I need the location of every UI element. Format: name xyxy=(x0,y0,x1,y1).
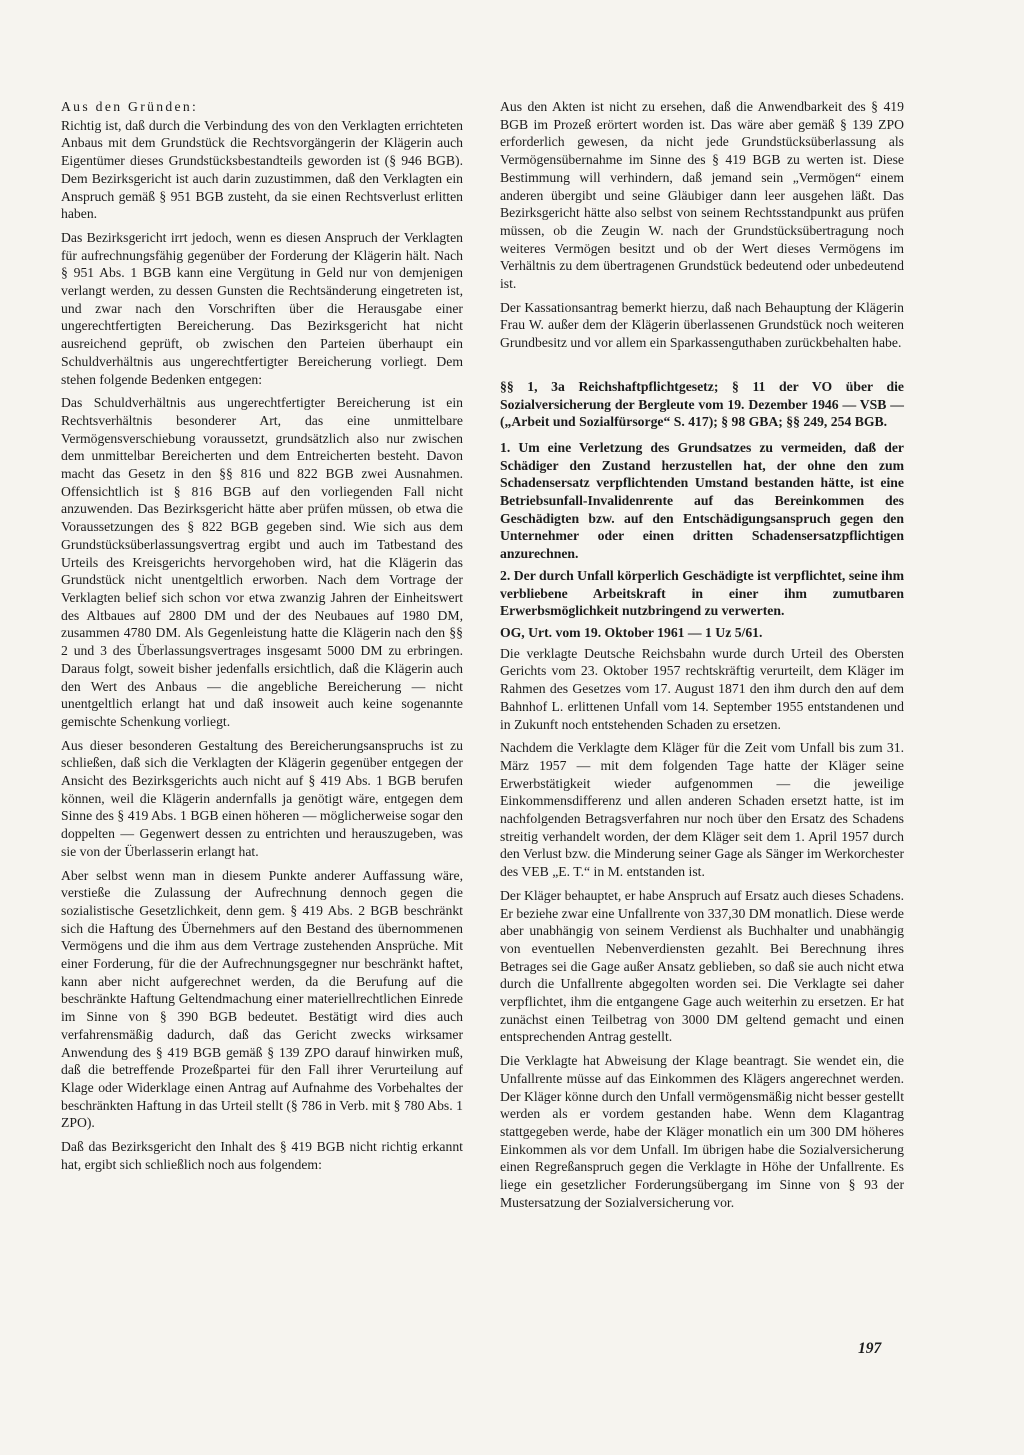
paragraph: Richtig ist, daß durch die Verbindung des von den Verklagten errichteten Anbaus mit dem Grundstück die Rechtsvorgängerin der Klägerin auch Eigentümer dieses Grundstücksbestandteils geworden ist (§ 946 BGB). Dem Bezirksgericht ist auch darin zuzustimmen, daß den Verklagten ein Anspruch gemäß § 951 BGB zusteht, da sie einen Rechtsverlust erlitten haben. xyxy=(61,117,463,222)
paragraph: Die Verklagte hat Abweisung der Klage beantragt. Sie wendet ein, die Unfallrente müsse auf das Einkommen des Klägers angerechnet werden. Der Kläger könne durch den Unfall vermögensmäßig nicht besser gestellt werden als er vordem gestanden habe. Wenn dem Klagantrag stattgegeben werde, habe der Kläger monatlich ein um 300 DM höheres Einkommen als vor dem Unfall. Im übrigen habe die Sozialversicherung einen Regreßanspruch gegen die Verklagte in Höhe der Unfallrente. Es liege ein gesetzlicher Forderungsübergang im Sinne von § 93 der Mustersatzung der Sozialversicherung vor. xyxy=(500,1053,904,1210)
paragraph: Der Kassationsantrag bemerkt hierzu, daß nach Behauptung der Klägerin Frau W. außer dem der Klägerin überlassenen Grundstück noch weiteren Grundbesitz und vor allem ein Sparkassenguthaben zurückbehalten habe. xyxy=(500,299,904,351)
headnote-1: 1. Um eine Verletzung des Grundsatzes zu vermeiden, daß der Schädiger den Zustand herzustellen hat, der ohne den zum Schadensersatz verpflichtenden Umstand bestanden hätte, ist eine Betriebsunfall-Invalidenrente auf das Bereinkommen des Geschädigten bzw. auf den Entschädigungsanspruch gegen den Unternehmer oder einen dritten Schadensersatzpflichtigen anzurechnen. xyxy=(500,439,904,562)
paragraph: Aus dieser besonderen Gestaltung des Bereicherungsanspruchs ist zu schließen, daß sich die Verklagten der Klägerin gegenüber entgegen der Ansicht des Bezirksgerichts auch nicht auf § 419 Abs. 1 BGB berufen können, weil die Klägerin andernfalls ja genötigt wäre, entgegen dem Sinne des § 419 Abs. 1 BGB einen höheren — möglicherweise sogar den doppelten — Gegenwert dessen zu entrichten und herauszugeben, was sie von der Überlasserin erlangt hat. xyxy=(61,737,463,859)
paragraph: Die verklagte Deutsche Reichsbahn wurde durch Urteil des Obersten Gerichts vom 23. Oktober 1957 rechtskräftig verurteilt, dem Kläger im Rahmen des Gesetzes vom 17. August 1871 den ihm durch den auf dem Bahnhof L. erlittenen Unfall vom 14. September 1955 entstandenen und in Zukunft noch entstehenden Schaden zu ersetzen. xyxy=(500,645,904,732)
left-column xyxy=(61,98,463,1179)
paragraph: Der Kläger behauptet, er habe Anspruch auf Ersatz auch dieses Schadens. Er beziehe zwar eine Unfallrente von 337,30 DM monatlich. Diese werde aber unabhängig von seinem Verdienst als Buchhalter und unabhängig von eventuellen Nebenverdiensten gezahlt. Bei Berechnung ihres Betrages sei die Gage außer Ansatz geblieben, so daß sie auch nicht etwa durch die Unfallrente abgegolten worden sei. Die Verklagte sei daher verpflichtet, ihm die entgangene Gage auch weiterhin zu ersetzen. Er hat zunächst einen Teilbetrag von 3000 DM geltend gemacht und einen entsprechenden Antrag gestellt. xyxy=(500,887,904,1045)
paragraph: Das Schuldverhältnis aus ungerechtfertigter Bereicherung ist ein Rechtsverhältnis besonderer Art, das eine unmittelbare Vermögensverschiebung voraussetzt, grundsätzlich also nur zwischen dem unmittelbar Bereicherten und dem Entreicherten besteht. Davon macht das Gesetz in den §§ 816 und 822 BGB zwei Ausnahmen. Offensichtlich ist § 816 BGB auf den vorliegenden Fall nicht anzuwenden. Das Bezirksgericht hätte aber prüfen müssen, ob etwa die Voraussetzungen des § 822 BGB gegeben sind. Wie sich aus dem Grundstücksüberlassungsvertrag ergibt und auch im Tatbestand des Urteils des Kreisgerichts hervorgehoben wird, hat die Klägerin das Grundstück nicht unentgeltlich erworben. Nach dem Vortrage der Verklagten belief sich schon vor etwa zwanzig Jahren der Einheitswert des Altbaues auf 2800 DM und der des Neubaues auf 1980 DM, zusammen 4780 DM. Als Gegenleistung hatte die Klägerin nach den §§ 2 und 3 des Überlassungsvertrages insgesamt 5000 DM zu erbringen. Daraus folgt, soweit bisher jedenfalls ersichtlich, daß die Klägerin auch den Wert des Anbaus — die angebliche Bereicherung — nicht unentgeltlich erlangt hat und daß insoweit auch keine sogenannte gemischte Schenkung vorliegt. xyxy=(61,395,463,729)
paragraph: Aber selbst wenn man in diesem Punkte anderer Auffassung wäre, verstieße die Zulassung der Aufrechnung dennoch gegen die sozialistische Gesetzlichkeit, denn gem. § 419 Abs. 2 BGB beschränkt sich die Haftung des Übernehmers auf den Bestand des übernommenen Vermögens und die ihm aus dem Vertrage zustehenden Ansprüche. Mit einer Forderung, für die der Aufrechnungsgegner nur beschränkt haftet, kann aber nicht aufgerechnet werden, da die Berufung auf die beschränkte Haftung Geltendmachung einer materiellrechtlichen Einrede im Sinne von § 390 BGB bedeutet. Bestätigt wird dies auch verfahrensmäßig dadurch, daß das Gericht zwecks wirksamer Anwendung des § 419 BGB gemäß § 139 ZPO darauf hinwirken muß, daß die betreffende Prozeßpartei für den Fall ihrer Verurteilung auf Klage oder Widerklage einen Antrag auf Aufnahme des Vorbehaltes der beschränkten Haftung in das Urteil stellt (§ 786 in Verb. mit § 780 Abs. 1 ZPO). xyxy=(61,867,463,1131)
paragraph: Das Bezirksgericht irrt jedoch, wenn es diesen Anspruch der Verklagten für aufrechnungsfähig gegenüber der Forderung der Klägerin hält. Nach § 951 Abs. 1 BGB kann eine Vergütung in Geld nur von demjenigen verlangt werden, zu dessen Gunsten die Rechtsänderung eingetreten ist, und zwar nach den Vorschriften über die Herausgabe einer ungerechtfertigten Bereicherung. Das Bezirksgericht hat nicht ausreichend geprüft, ob zwischen den Parteien überhaupt ein Schuldverhältnis aus ungerechtfertigter Bereicherung vorliegt. Dem stehen folgende Bedenken entgegen: xyxy=(61,229,463,387)
section-heading: Aus den Gründen: xyxy=(61,99,199,114)
right-column xyxy=(500,98,904,1217)
case-reference: OG, Urt. vom 19. Oktober 1961 — 1 Uz 5/61. xyxy=(500,624,763,640)
paragraph: Aus den Akten ist nicht zu ersehen, daß die Anwendbarkeit des § 419 BGB im Prozeß erörtert worden ist. Das wäre aber gemäß § 139 ZPO erforderlich gewesen, da nicht jede Grundstücksüberlassung als Vermögensübernahme im Sinne des § 419 BGB zu werten ist. Diese Bestimmung will verhindern, daß jemand sein „Vermögen“ einem anderen übergibt und seine Gläubiger dann leer ausgehen läßt. Das Bezirksgericht hätte also selbst von seinem Rechtsstandpunkt aus prüfen müssen, ob die Zeugin W. nach der Grundstücksübertragung noch weiteres Vermögen besitzt und ob der Wert dieses Vermögens im Verhältnis zu dem übertragenen Grundstück bedeutend oder unbedeutend ist. xyxy=(500,99,904,292)
paragraph: Daß das Bezirksgericht den Inhalt des § 419 BGB nicht richtig erkannt hat, ergibt sich schließlich noch aus folgendem: xyxy=(61,1139,463,1172)
case-statutes-heading: §§ 1, 3a Reichshaftpflichtgesetz; § 11 der VO über die Sozialversicherung der Bergleute vom 19. Dezember 1946 — VSB — („Arbeit und Sozialfürsorge“ S. 417); § 98 GBA; §§ 249, 254 BGB. xyxy=(500,378,904,430)
paragraph: Nachdem die Verklagte dem Kläger für die Zeit vom Unfall bis zum 31. März 1957 — mit dem folgenden Tage hatte der Kläger seine Erwerbstätigkeit wieder aufgenommen — die jeweilige Einkommensdifferenz und allen anderen Schaden ersetzt hatte, ist im nachfolgenden Betragsverfahren nur noch über den Ersatz des Schadens streitig verhandelt worden, der dem Kläger seit dem 1. April 1957 durch den Verlust bzw. die Minderung seiner Gage als Sänger im Werkorchester des VEB „E. T.“ in M. entstanden ist. xyxy=(500,740,904,880)
headnote-2: 2. Der durch Unfall körperlich Geschädigte ist verpflichtet, seine ihm verbliebene Arbeitskraft in einer ihm zumutbaren Erwerbsmöglichkeit nutzbringend zu verwerten. xyxy=(500,567,904,619)
page-number: 197 xyxy=(858,1340,882,1357)
